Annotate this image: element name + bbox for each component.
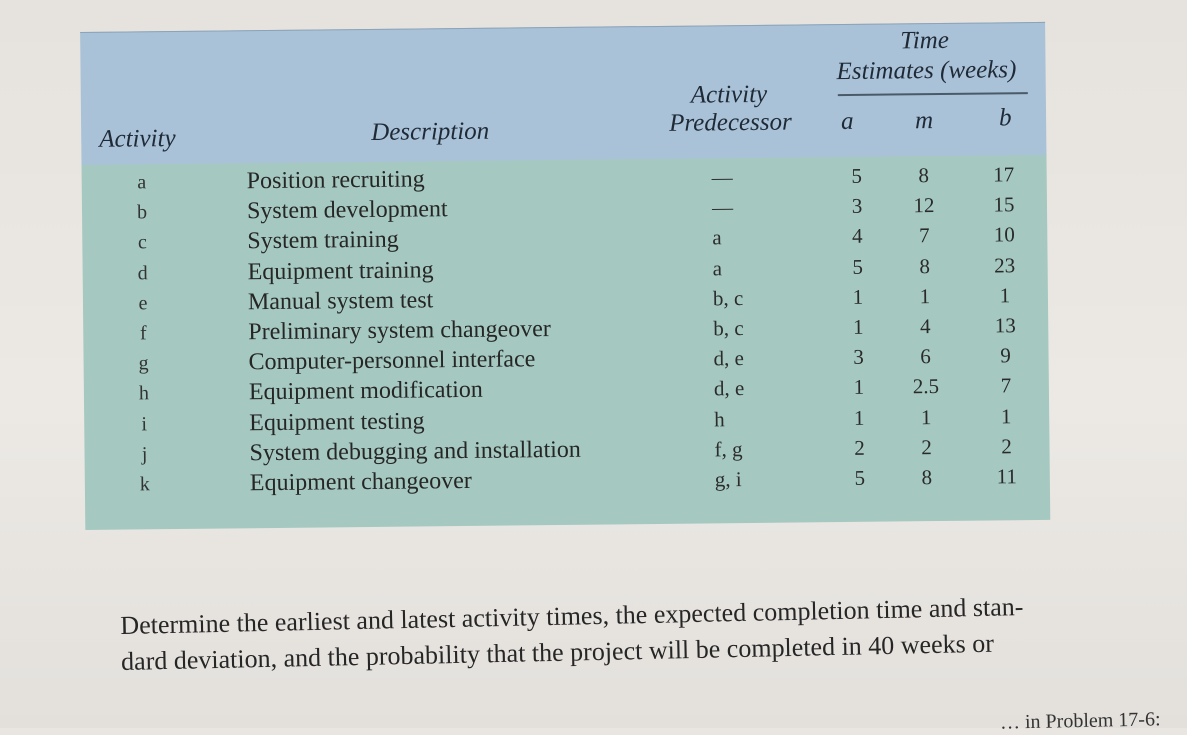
header-predecessor-line2: Predecessor [668,108,792,137]
row-description: Preliminary system changeover [248,316,551,346]
row-predecessor: b, c [713,316,744,341]
row-estimate-b: 1 [1000,403,1012,428]
row-activity: j [141,443,148,466]
row-predecessor: — [711,195,734,220]
header-b: b [998,104,1012,132]
row-activity: a [137,171,147,194]
row-estimate-m: 2.5 [912,374,940,399]
row-activity: b [136,201,148,224]
row-predecessor: f, g [714,436,743,462]
row-predecessor: a [712,255,723,280]
row-estimate-a: 1 [852,284,864,309]
row-estimate-m: 6 [920,344,931,369]
row-estimate-a: 2 [854,435,865,460]
row-predecessor: g, i [714,467,742,492]
row-estimate-m: 1 [920,404,932,429]
row-description: Equipment modification [248,377,483,406]
header-description: Description [371,117,490,146]
row-estimate-m: 12 [913,193,935,218]
header-activity: Activity [99,125,176,153]
row-estimate-a: 3 [853,344,864,370]
row-estimate-a: 1 [853,405,865,430]
row-predecessor: a [712,225,722,250]
row-estimate-m: 8 [921,465,933,490]
row-estimate-a: 1 [853,375,865,400]
row-estimate-b: 13 [994,313,1016,338]
row-activity: f [139,322,147,345]
row-description: System development [246,196,448,225]
row-description: Position recruiting [246,166,425,195]
row-description: Equipment changeover [249,467,472,497]
row-activity: h [138,382,150,405]
row-estimate-a: 3 [851,194,863,219]
row-estimate-b: 17 [993,162,1015,187]
row-estimate-m: 8 [918,163,930,188]
row-description: System debugging and installation [249,436,581,467]
row-estimate-b: 23 [993,252,1016,278]
row-description: Equipment testing [249,408,425,436]
activity-table [80,10,1070,530]
row-description: Computer-personnel interface [248,346,536,376]
row-predecessor: d, e [713,346,745,371]
row-predecessor: h [714,406,725,431]
row-estimate-b: 15 [993,192,1015,217]
row-activity: d [137,261,148,285]
row-estimate-a: 5 [854,465,866,490]
row-estimate-m: 2 [921,434,932,460]
question-line-2: dard deviation, and the probability that the project will be completed in 40 weeks or [120,628,995,676]
row-activity: c [137,231,147,254]
header-predecessor-line1: Activity [690,80,768,109]
header-a: a [840,107,854,136]
row-predecessor: — [711,165,733,190]
row-estimate-m: 8 [919,253,930,278]
row-estimate-a: 4 [851,224,863,249]
row-estimate-a: 5 [851,163,863,188]
row-activity: i [141,412,148,435]
row-estimate-a: 5 [852,254,863,279]
row-estimate-b: 9 [1000,343,1011,368]
row-estimate-b: 10 [993,222,1015,247]
header-m: m [914,107,934,135]
header-time-line2: Estimates (weeks) [836,56,1017,86]
header-time-line1: Time [900,26,950,55]
row-activity: k [139,473,150,496]
row-estimate-m: 4 [919,314,931,339]
row-description: Manual system test [247,287,434,316]
row-description: System training [247,227,399,255]
row-activity: e [138,292,148,315]
row-estimate-b: 2 [1001,434,1012,459]
row-estimate-a: 1 [852,314,864,339]
row-estimate-m: 7 [918,223,930,248]
row-predecessor: d, e [713,376,745,401]
row-description: Equipment training [247,256,434,285]
question-line-1: Determine the earliest and latest activity times, the expected completion time and stan- [120,592,1024,640]
row-estimate-b: 11 [996,464,1018,489]
row-activity: g [138,352,149,375]
row-estimate-b: 1 [999,283,1011,308]
footer-reference: … in Problem 17-6: [999,708,1161,734]
row-predecessor: b, c [712,285,744,311]
row-estimate-b: 7 [1000,373,1012,398]
row-estimate-m: 1 [919,283,931,309]
